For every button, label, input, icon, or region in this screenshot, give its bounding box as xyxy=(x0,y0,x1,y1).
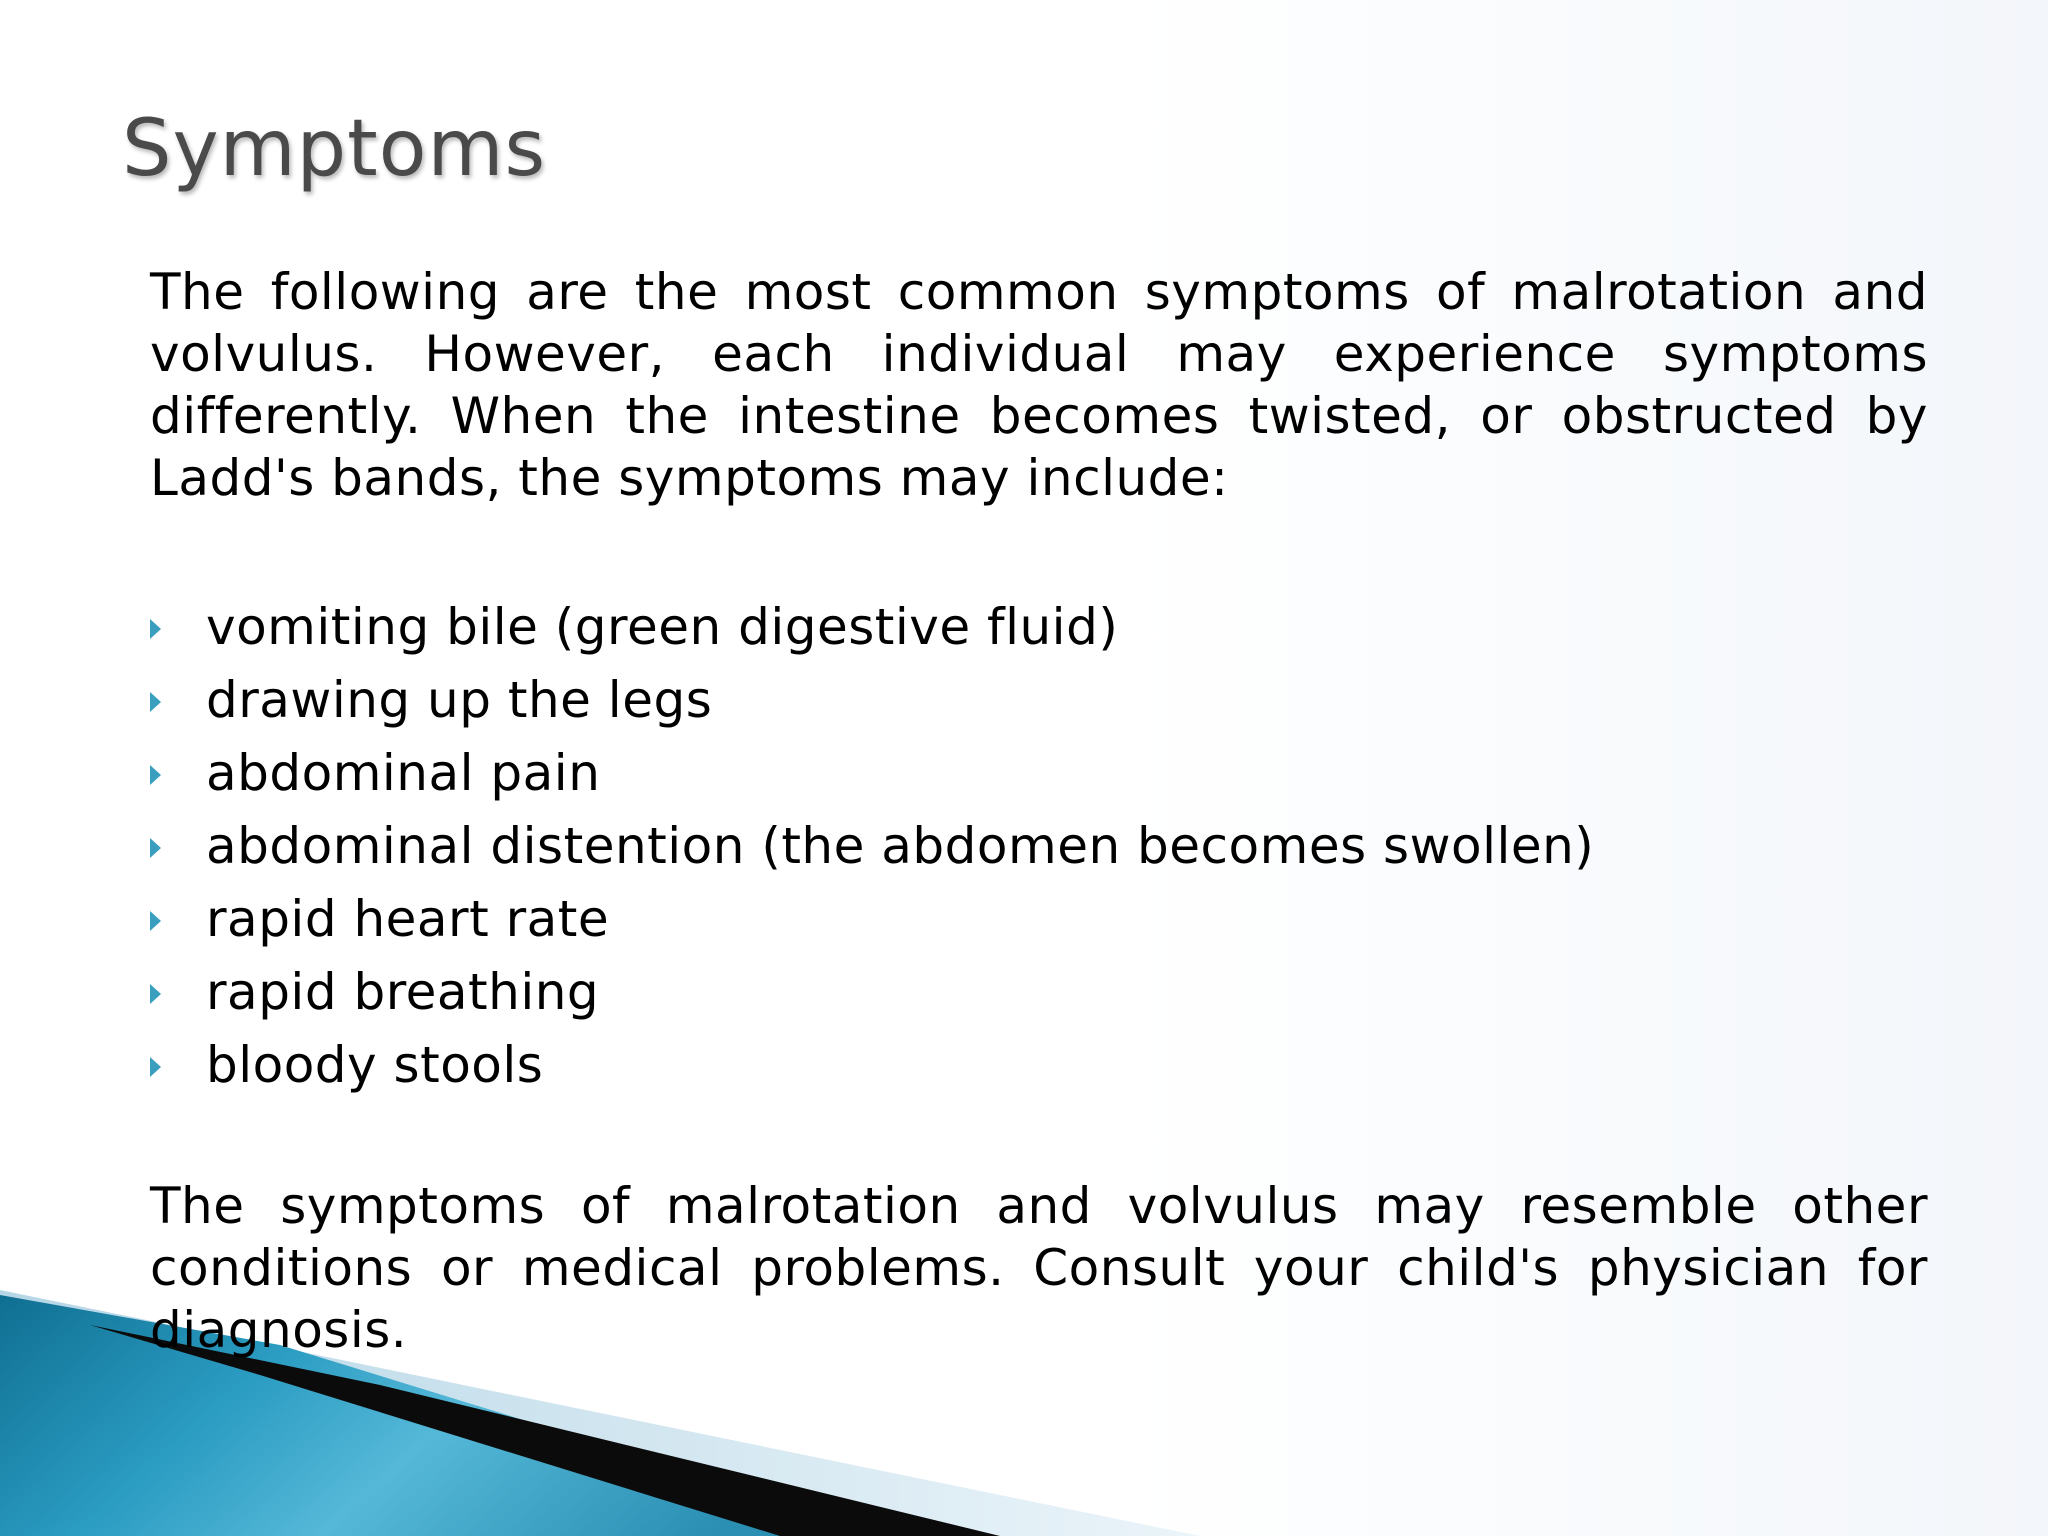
list-item-text: rapid heart rate xyxy=(206,889,610,948)
list-item-text: vomiting bile (green digestive fluid) xyxy=(206,597,1119,656)
triangle-right-icon xyxy=(150,838,161,858)
list-item xyxy=(150,663,1594,736)
list-item xyxy=(150,1028,1594,1101)
list-item-text: drawing up the legs xyxy=(206,670,713,729)
list-item xyxy=(150,955,1594,1028)
outro-paragraph: The symptoms of malrotation and volvulus may resemble other conditions or medical problems. Consult your child's physician for diagnosis. xyxy=(150,1177,1928,1359)
list-item xyxy=(150,882,1594,955)
triangle-right-icon xyxy=(150,765,161,785)
list-item-text: bloody stools xyxy=(206,1035,544,1094)
list-item xyxy=(150,590,1594,663)
triangle-right-icon xyxy=(150,911,161,931)
slide-title: Symptoms xyxy=(122,104,547,194)
list-item-text: abdominal distention (the abdomen becomes swollen) xyxy=(206,816,1595,875)
list-item xyxy=(150,736,1594,809)
intro-paragraph: The following are the most common symptoms of malrotation and volvulus. However, each individual may experience symptoms differently. When the intestine becomes twisted, or obstructed by Ladd's bands, the symptoms may include: xyxy=(150,263,1928,507)
triangle-right-icon xyxy=(150,619,161,639)
triangle-right-icon xyxy=(150,692,161,712)
list-item-text: abdominal pain xyxy=(206,743,601,802)
triangle-right-icon xyxy=(150,984,161,1004)
triangle-right-icon xyxy=(150,1057,161,1077)
symptom-list xyxy=(150,590,1594,1101)
list-item-text: rapid breathing xyxy=(206,962,600,1021)
list-item xyxy=(150,809,1594,882)
